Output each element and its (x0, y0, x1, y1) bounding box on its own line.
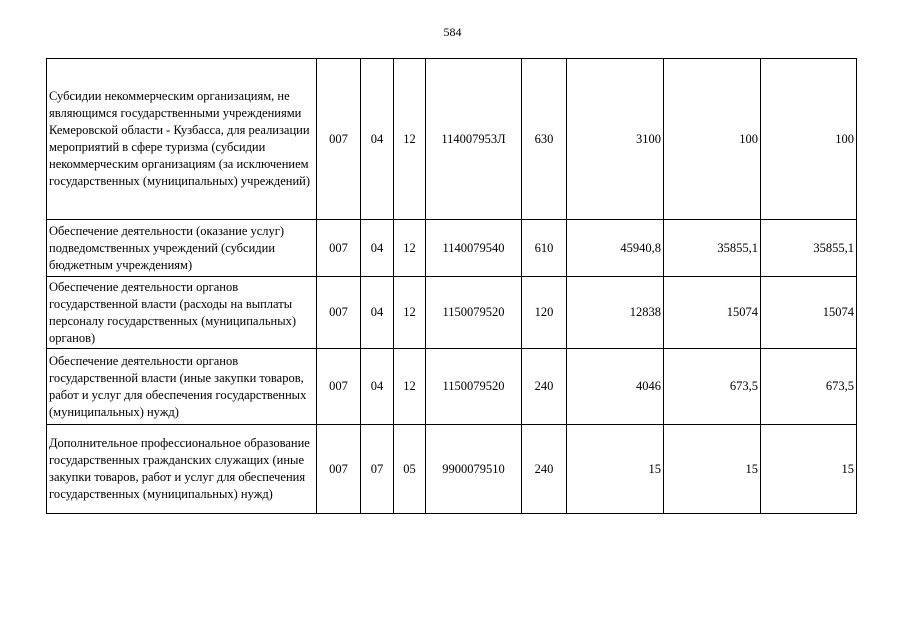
row-name-cell (47, 59, 317, 220)
expense-type-cell: 240 (522, 349, 567, 425)
table-row (47, 277, 857, 349)
grbs-cell: 007 (317, 220, 361, 277)
table-row (47, 220, 857, 277)
sum-1-cell: 12838 (567, 277, 664, 349)
subsection-cell: 12 (394, 220, 426, 277)
sum-1-cell: 15 (567, 425, 664, 514)
grbs-cell: 007 (317, 277, 361, 349)
target-article-cell: 114007953Л (426, 59, 522, 220)
row-name-cell (47, 425, 317, 514)
budget-table (46, 58, 857, 514)
table-row (47, 425, 857, 514)
subsection-cell: 12 (394, 59, 426, 220)
sum-2-cell: 673,5 (664, 349, 761, 425)
expense-type-cell: 120 (522, 277, 567, 349)
row-name-cell (47, 349, 317, 425)
sum-2-cell: 100 (664, 59, 761, 220)
row-name-cell (47, 277, 317, 349)
page-number: 584 (443, 25, 462, 39)
subsection-cell: 12 (394, 349, 426, 425)
sum-3-cell: 673,5 (761, 349, 857, 425)
sum-1-cell: 45940,8 (567, 220, 664, 277)
target-article-cell: 1150079520 (426, 277, 522, 349)
sum-3-cell: 15 (761, 425, 857, 514)
expense-type-cell: 630 (522, 59, 567, 220)
sum-2-cell: 35855,1 (664, 220, 761, 277)
grbs-cell: 007 (317, 59, 361, 220)
sum-3-cell: 35855,1 (761, 220, 857, 277)
section-cell: 04 (361, 349, 394, 425)
expense-type-cell: 240 (522, 425, 567, 514)
table-row (47, 59, 857, 220)
row-name-cell (47, 220, 317, 277)
grbs-cell: 007 (317, 425, 361, 514)
subsection-cell: 05 (394, 425, 426, 514)
row-name: Обеспечение деятельности органов государственной власти (иные закупки товаров, работ и услуг для обеспечения государственных (муниципальных) нужд) (49, 353, 307, 419)
row-name: Обеспечение деятельности (оказание услуг) подведомственных учреждений (субсидии бюджетным учреждениям) (49, 223, 285, 272)
sum-1-cell: 3100 (567, 59, 664, 220)
sum-2-cell: 15 (664, 425, 761, 514)
section-cell: 07 (361, 425, 394, 514)
row-name: Обеспечение деятельности органов государственной власти (расходы на выплаты персоналу государственных (муниципальных) органов) (49, 279, 297, 345)
section-cell: 04 (361, 277, 394, 349)
grbs-cell: 007 (317, 349, 361, 425)
section-cell: 04 (361, 59, 394, 220)
target-article-cell: 1150079520 (426, 349, 522, 425)
row-name: Субсидии некоммерческим организациям, не являющимся государственными учреждениями Кемеровской области - Кузбасса, для реализации мероприятий в сфере туризма (субсидии некоммерческим организациям (за исключением государственных (муниципальных) учреждений) (49, 89, 311, 188)
row-name: Дополнительное профессиональное образование государственных гражданских служащих (иные закупки товаров, работ и услуг для обеспечения государственных (муниципальных) нужд) (49, 436, 310, 501)
target-article-cell: 9900079510 (426, 425, 522, 514)
subsection-cell: 12 (394, 277, 426, 349)
section-cell: 04 (361, 220, 394, 277)
sum-3-cell: 100 (761, 59, 857, 220)
table-row (47, 349, 857, 425)
sum-1-cell: 4046 (567, 349, 664, 425)
expense-type-cell: 610 (522, 220, 567, 277)
sum-2-cell: 15074 (664, 277, 761, 349)
target-article-cell: 1140079540 (426, 220, 522, 277)
sum-3-cell: 15074 (761, 277, 857, 349)
